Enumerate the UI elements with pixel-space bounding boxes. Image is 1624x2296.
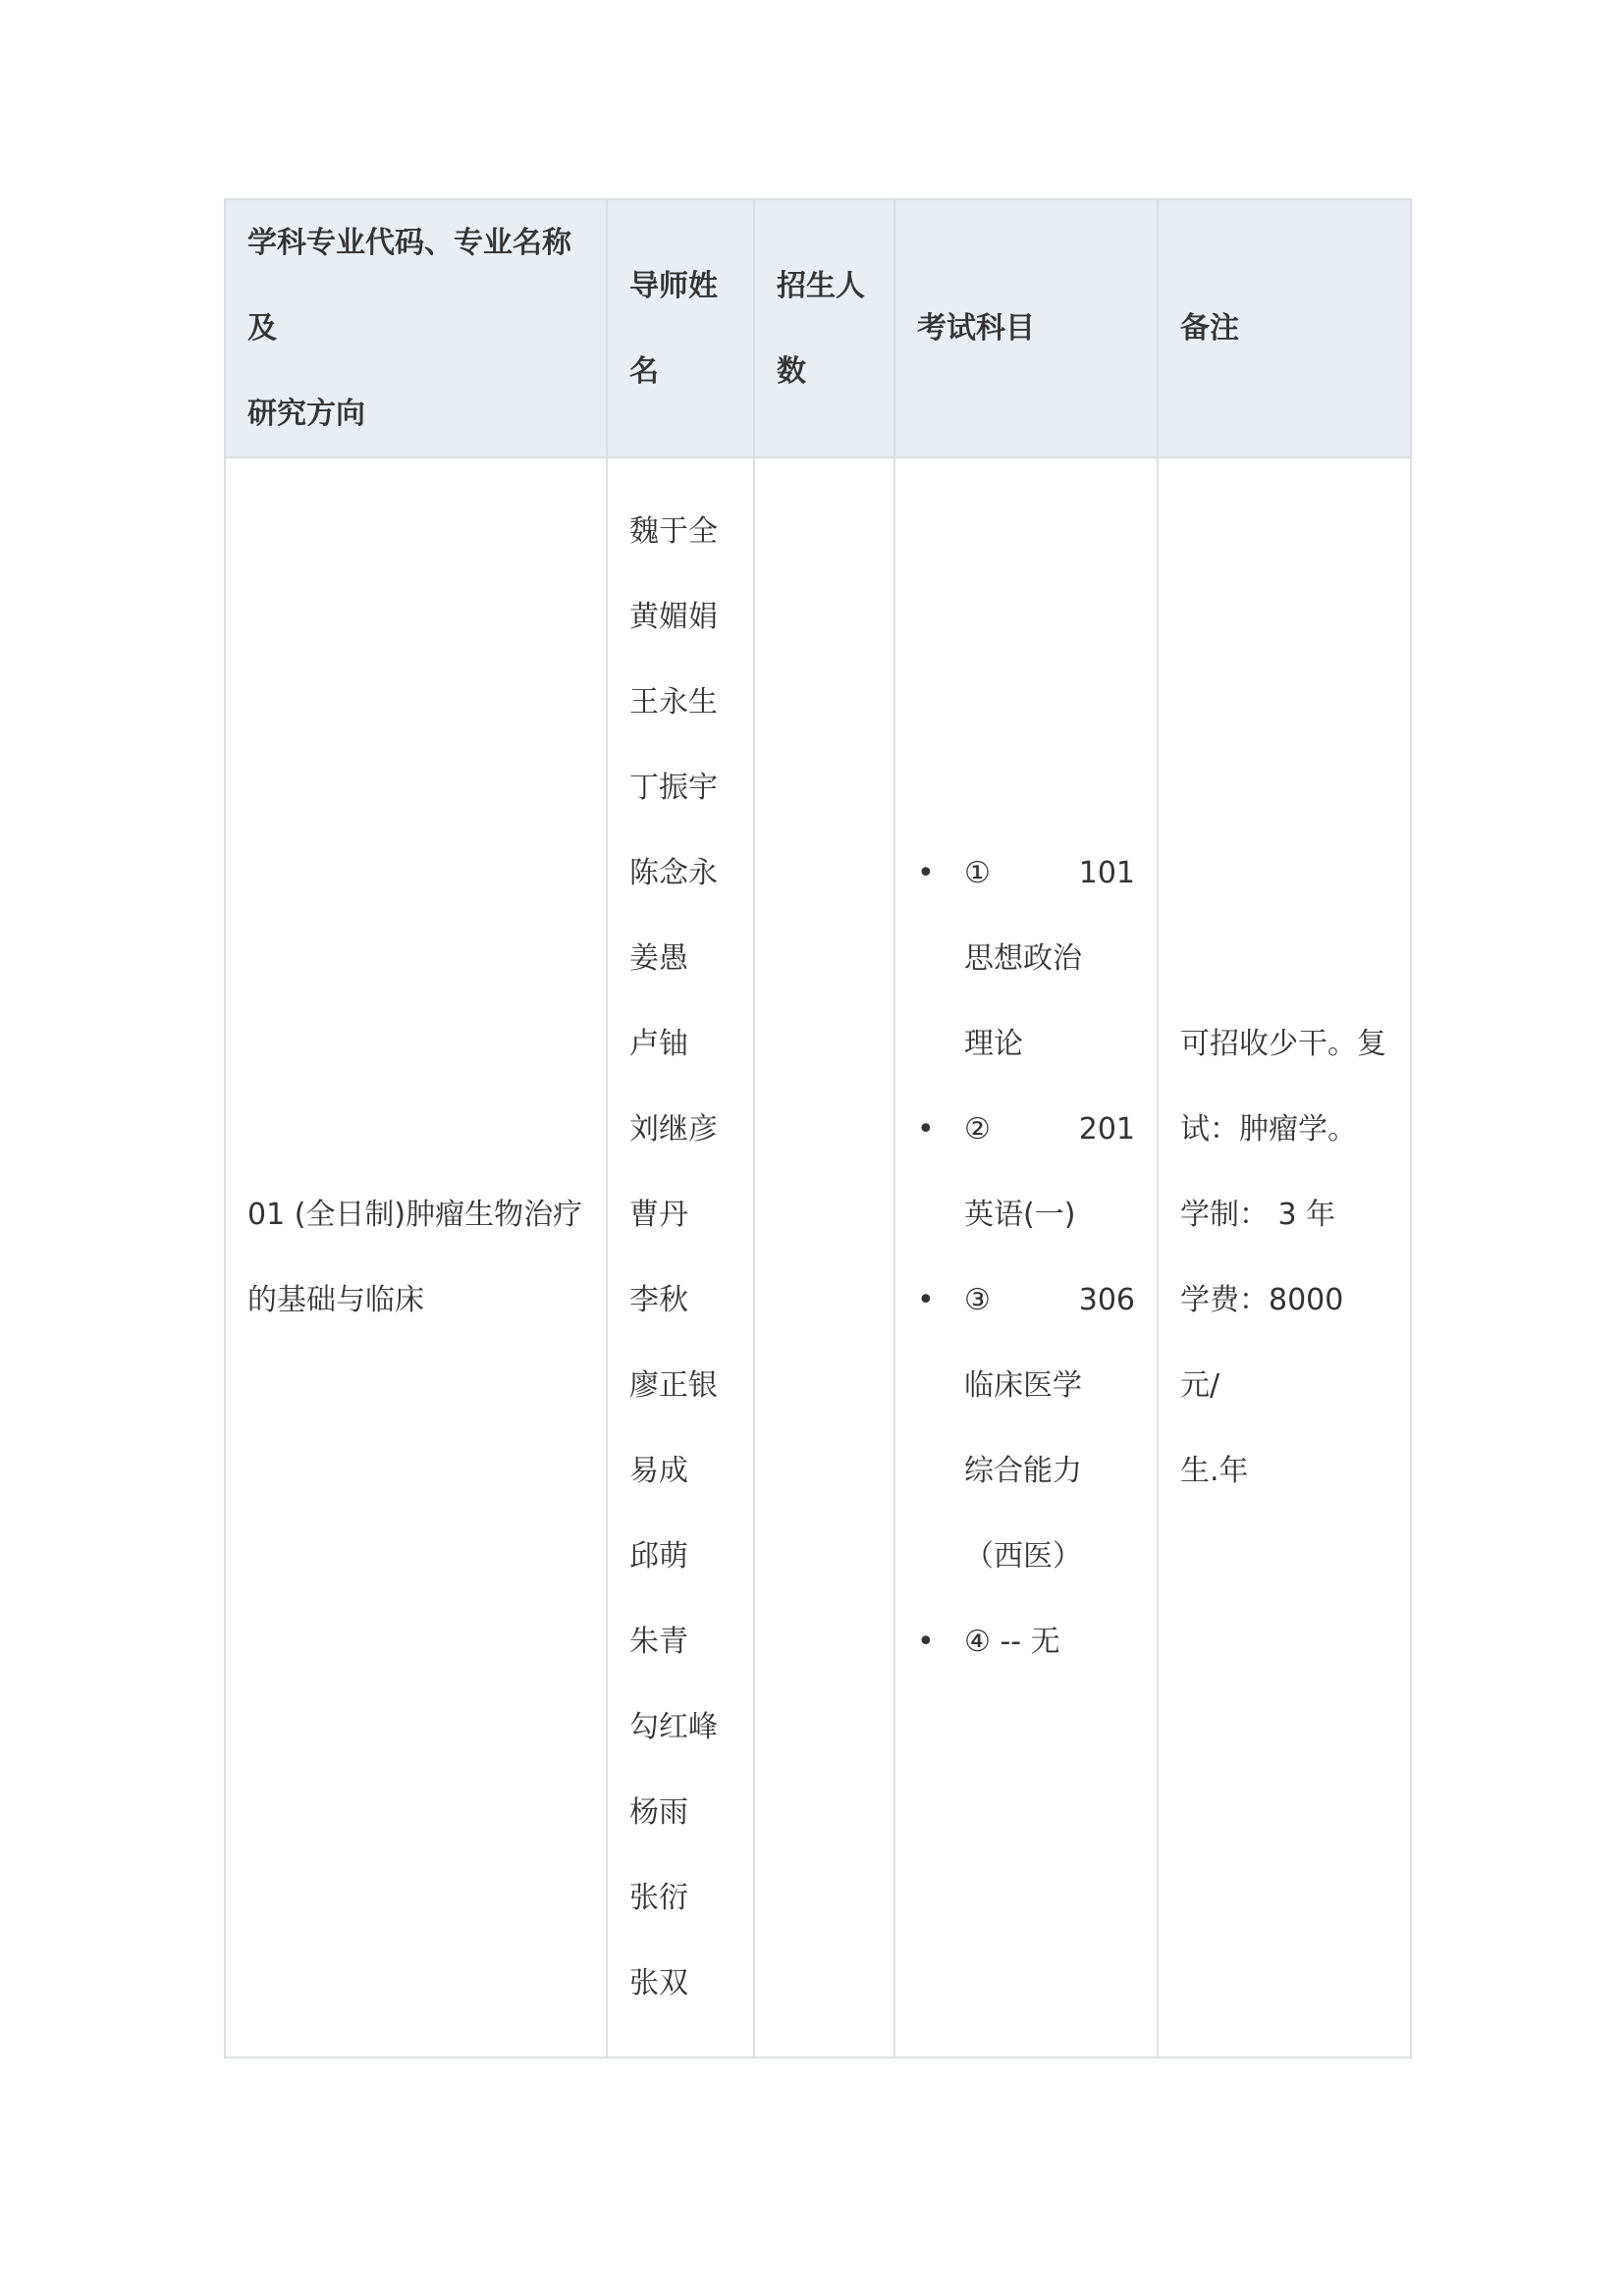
advisor-name: 曹丹 [629, 1198, 688, 1232]
advisor-cell [607, 457, 754, 2057]
quota-cell [754, 457, 894, 2057]
advisor-name: 朱青 [629, 1625, 688, 1659]
header-major: 学科专业代码、专业名称及 研究方向 [225, 199, 607, 457]
header-remark: 备注 [1158, 199, 1411, 457]
exam-subject-item: • ① 101 思想政治 理论 [917, 830, 1135, 1087]
advisor-name: 易成 [629, 1454, 688, 1488]
bullet-icon: • [917, 856, 935, 890]
header-quota: 招生人 数 [754, 199, 894, 457]
advisor-name: 廖正银 [629, 1368, 718, 1403]
admissions-table [224, 198, 1412, 2058]
header-exam: 考试科目 [894, 199, 1158, 457]
bullet-icon: • [917, 1283, 935, 1317]
bullet-icon: • [917, 1112, 935, 1147]
exam-cell [894, 457, 1158, 2057]
advisor-name: 卢铀 [629, 1027, 688, 1061]
advisor-name: 刘继彦 [629, 1112, 718, 1147]
exam-subject-item: • ③ 306 临床医学 综合能力 （西医） [917, 1257, 1135, 1599]
advisor-name: 张衍 [629, 1881, 688, 1915]
advisor-name: 黄媚娟 [629, 600, 718, 634]
advisor-name: 王永生 [629, 685, 718, 720]
advisor-name: 杨雨 [629, 1795, 688, 1830]
exam-subject-list [917, 830, 1135, 1684]
table-header-row [225, 199, 1411, 457]
advisor-name: 勾红峰 [629, 1710, 718, 1744]
exam-subject-item: • ② 201 英语(一) [917, 1087, 1135, 1257]
remark-cell: 可招收少干。复 试：肿瘤学。 学制： 3 年 学费：8000 元/ 生.年 [1158, 457, 1411, 2057]
header-advisor: 导师姓 名 [607, 199, 754, 457]
advisor-list [629, 489, 731, 2026]
advisor-name: 张双 [629, 1966, 688, 2001]
advisor-name: 李秋 [629, 1283, 688, 1317]
advisor-name: 邱萌 [629, 1539, 688, 1574]
bullet-icon: • [917, 1625, 935, 1659]
exam-subject-item: • ④ -- 无 [917, 1599, 1135, 1684]
advisor-name: 魏于全 [629, 514, 718, 549]
advisor-name: 姜愚 [629, 941, 688, 976]
major-cell: 01 (全日制)肿瘤生物治疗 的基础与临床 [225, 457, 607, 2057]
table-row [225, 457, 1411, 2057]
advisor-name: 陈念永 [629, 856, 718, 890]
advisor-name: 丁振宇 [629, 771, 718, 805]
